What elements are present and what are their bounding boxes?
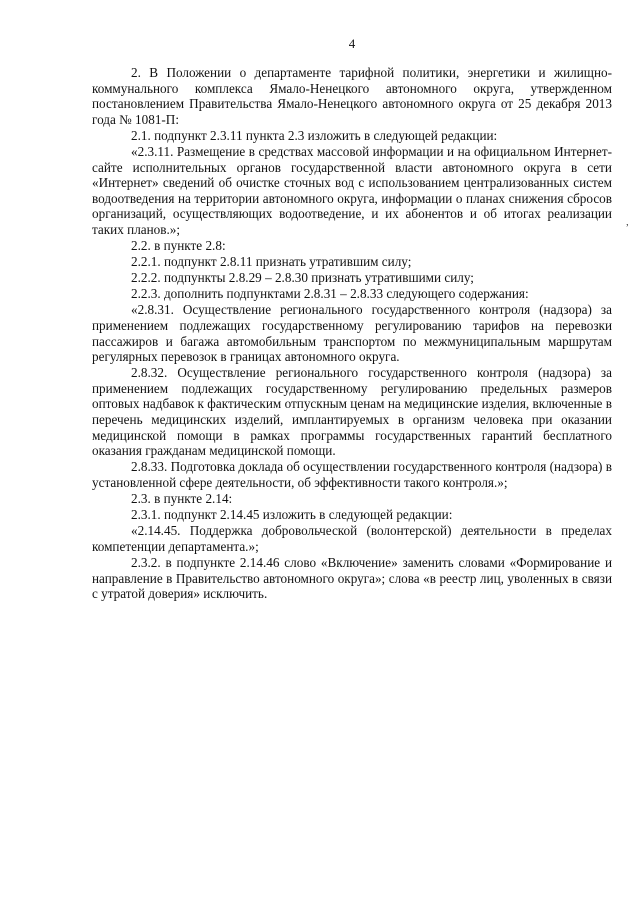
paragraph-2-1: 2.1. подпункт 2.3.11 пункта 2.3 изложить в следующей редакции:: [131, 127, 498, 143]
page-number: 4: [348, 36, 356, 51]
paragraph-2-8-33: 2.8.33. Подготовка доклада об осуществлении государственного контроля (надзора) в установленной сфере деятельности, об эффективности такого контроля.»;: [92, 459, 612, 490]
paragraph-2-3-1: 2.3.1. подпункт 2.14.45 изложить в следующей редакции:: [131, 507, 453, 523]
paragraph-2-14-45-quote: «2.14.45. Поддержка добровольческой (волонтерской) деятельности в пределах компетенции департамента.»;: [92, 523, 612, 554]
margin-mark: ,: [626, 216, 629, 228]
paragraph-2-2-3: 2.2.3. дополнить подпунктами 2.8.31 – 2.8.33 следующего содержания:: [131, 286, 529, 302]
paragraph-2-3-2: 2.3.2. в подпункте 2.14.46 слово «Включение» заменить словами «Формирование и направление в Правительство автономного округа»; слова «в реестр лиц, уволенных в связи с утратой доверия» исключить.: [92, 554, 612, 602]
paragraph-2-2-2: 2.2.2. подпункты 2.8.29 – 2.8.30 признать утратившими силу;: [131, 270, 474, 286]
paragraph-2-2-1: 2.2.1. подпункт 2.8.11 признать утратившим силу;: [131, 254, 412, 270]
paragraph-2-8-32: 2.8.32. Осуществление регионального государственного контроля (надзора) за применением подлежащих государственному регулированию предельных размеров оптовых надбавок к фактическим отпускным ценам на медицинские изделия, включенные в перечень медицинских изделий, имплантируемых в организм человека при оказании медицинской помощи в рамках программы государственных гарантий бесплатного оказания гражданам медицинской помощи.: [92, 365, 612, 459]
paragraph-2: 2. В Положении о департаменте тарифной политики, энергетики и жилищно-коммунального комплекса Ямало-Ненецкого автономного округа, утвержденном постановлением Правительства Ямало-Ненецкого автономного округа от 25 декабря 2013 года № 1081-П:: [92, 65, 612, 127]
paragraph-2-8-31-quote: «2.8.31. Осуществление регионального государственного контроля (надзора) за применением подлежащих государственному регулированию тарифов на перевозки пассажиров и багажа автомобильным транспортом по межмуниципальным маршрутам регулярных перевозок в границах автономного округа.: [92, 302, 612, 365]
document-page: [92, 36, 612, 602]
paragraph-2-2: 2.2. в пункте 2.8:: [131, 238, 226, 254]
paragraph-2-3-11-quote: «2.3.11. Размещение в средствах массовой информации и на официальном Интернет-сайте исполнительных органов государственной власти автономного округа в сети «Интернет» сведений об очистке сточных вод с использованием централизованных систем водоотведения на территории автономного округа, информации о планах снижения сбросов организаций, осуществляющих водоотведение, и их абонентов и об итогах реализации таких планов.»;: [92, 143, 612, 237]
paragraph-2-3: 2.3. в пункте 2.14:: [131, 491, 233, 507]
